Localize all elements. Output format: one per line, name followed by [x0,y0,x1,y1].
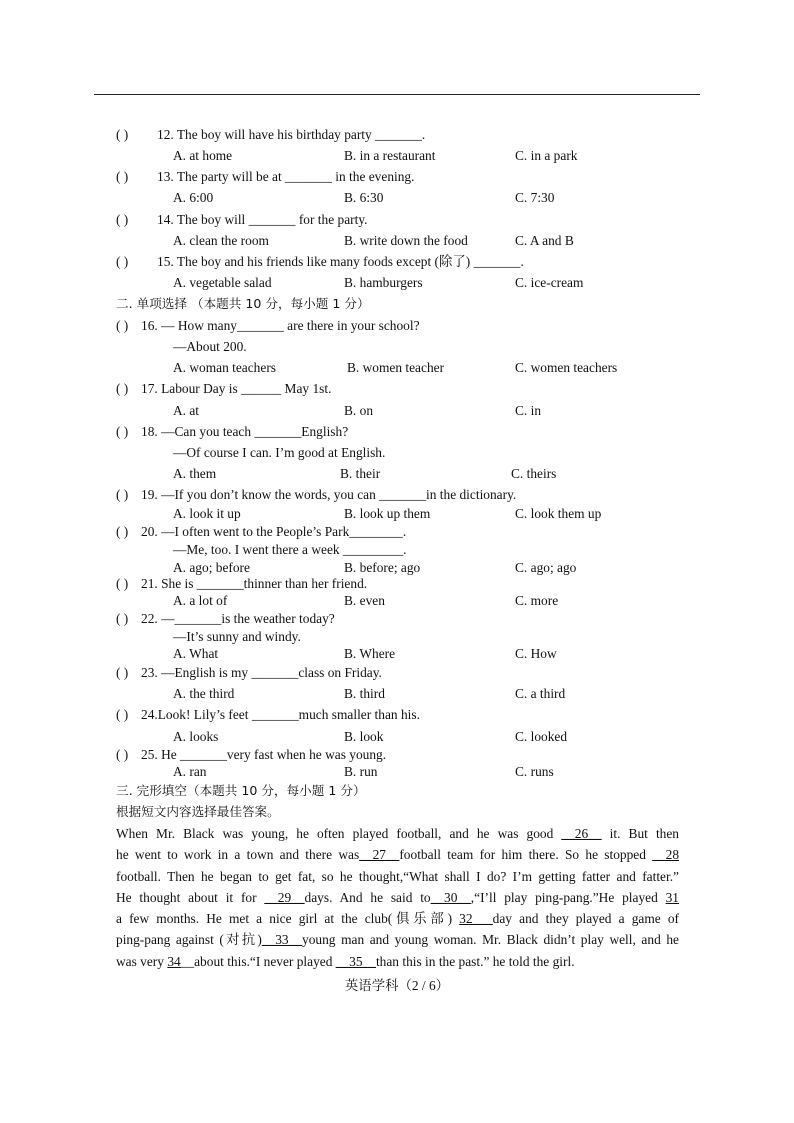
answer-option: B. run [344,764,378,779]
answer-option: C. looked [515,729,568,744]
answer-option: B. their [340,466,381,481]
answer-option: A. look it up [173,506,241,521]
answer-option: C. ice-cream [515,275,584,290]
answer-option: C. look them up [515,506,602,521]
dialogue-reply: —About 200. [173,339,247,354]
section-3-title: 三. 完形填空（本题共 10 分，每小题 1 分） [116,783,366,798]
answer-option: A. looks [173,729,219,744]
passage-text: days. And he said to [304,889,431,905]
passage-text: football. Then he began to get fat, so he thought,“What shall I do? I’m getting fatter and fatter.” [116,868,679,884]
answer-paren[interactable]: ( ) [116,665,129,680]
answer-option: C. women teachers [515,360,618,375]
passage-line [116,844,679,865]
passage-text: __about this.“I never played [180,953,336,969]
question-stem: 13. The party will be at _______ in the evening. [157,169,415,184]
passage-text: was very [116,953,168,969]
answer-option: B. look up them [344,506,431,521]
cloze-blank[interactable]: __27__ [359,847,400,863]
answer-paren[interactable]: ( ) [116,487,129,502]
section-3-instruction: 根据短文内容选择最佳答案。 [116,804,280,819]
header-rule [94,94,700,95]
dialogue-reply: —Me, too. I went there a week _________. [173,542,407,557]
answer-option: C. ago; ago [515,560,577,575]
cloze-passage [116,823,679,972]
answer-option: B. in a restaurant [344,148,436,163]
question-stem: 20. —I often went to the People’s Park________. [141,524,407,539]
answer-option: B. Where [344,646,396,661]
answer-option: A. ago; before [173,560,250,575]
cloze-blank[interactable]: 32___ [459,911,493,927]
answer-option: C. runs [515,764,554,779]
answer-option: C. a third [515,686,566,701]
answer-option: A. at [173,403,200,418]
cloze-blank[interactable]: __26__ [561,826,602,841]
dialogue-reply: —Of course I can. I’m good at English. [173,445,386,460]
passage-text: When Mr. Black was young, he often played football, and he was good [116,826,562,841]
section-2-title: 二. 单项选择 （本题共 10 分，每小题 1 分） [116,296,370,311]
question-stem: 23. —English is my _______class on Friday. [141,665,382,680]
question-stem: 12. The boy will have his birthday party _______. [157,127,426,142]
answer-option: C. in [515,403,542,418]
passage-text: ping-pang against (对抗) [116,932,262,948]
question-stem: 19. —If you don’t know the words, you can _______in the dictionary. [141,487,517,502]
passage-line [116,866,679,887]
question-stem: 15. The boy and his friends like many foods except (除了) _______. [157,254,524,269]
question-stem: 14. The boy will _______ for the party. [157,212,368,227]
answer-paren[interactable]: ( ) [116,127,129,142]
answer-paren[interactable]: ( ) [116,524,129,539]
answer-option: A. a lot of [173,593,228,608]
answer-option: B. on [344,403,374,418]
question-stem: 24.Look! Lily’s feet _______much smaller than his. [141,707,420,722]
answer-option: C. How [515,646,557,661]
answer-option: B. write down the food [344,233,468,248]
answer-option: B. even [344,593,385,608]
passage-line [116,823,679,844]
answer-option: B. third [344,686,385,701]
question-stem: 22. —_______is the weather today? [141,611,335,626]
passage-line [116,887,679,908]
question-stem: 25. He _______very fast when he was young. [141,747,387,762]
answer-paren[interactable]: ( ) [116,611,129,626]
answer-option: B. 6:30 [344,190,384,205]
answer-option: C. theirs [511,466,557,481]
cloze-blank[interactable]: 31 [665,889,679,905]
cloze-blank[interactable]: __29__ [264,889,305,905]
cloze-blank[interactable]: __35__ [335,953,376,969]
answer-option: B. hamburgers [344,275,423,290]
passage-text: a few months. He met a nice girl at the club(俱乐部) [116,911,460,927]
cloze-blank[interactable]: __30__ [430,889,471,905]
answer-option: A. What [173,646,219,661]
passage-text: day and they played a game of [492,911,679,927]
passage-text: it. But then [601,826,679,841]
question-stem: 16. — How many_______ are there in your school? [141,318,420,333]
answer-option: B. before; ago [344,560,421,575]
answer-option: A. them [173,466,217,481]
answer-option: C. in a park [515,148,578,163]
passage-line [116,929,679,950]
answer-option: C. more [515,593,559,608]
question-stem: 21. She is _______thinner than her friend. [141,576,368,591]
answer-paren[interactable]: ( ) [116,318,129,333]
passage-text: than this in the past.” he told the girl. [375,953,575,969]
answer-paren[interactable]: ( ) [116,424,129,439]
answer-option: A. at home [173,148,233,163]
answer-paren[interactable]: ( ) [116,707,129,722]
passage-line [116,908,679,929]
passage-text: He thought about it for [116,889,265,905]
answer-option: A. the third [173,686,235,701]
answer-paren[interactable]: ( ) [116,169,129,184]
question-stem: 17. Labour Day is ______ May 1st. [141,381,332,396]
passage-text: young man and young woman. Mr. Black didn’t play well, and he [302,932,679,948]
answer-option: A. clean the room [173,233,269,248]
answer-option: C. 7:30 [515,190,555,205]
question-stem: 18. —Can you teach _______English? [141,424,349,439]
page-footer: 英语学科（2 / 6） [344,978,450,993]
answer-option: B. women teacher [347,360,445,375]
cloze-blank[interactable]: __28 [652,847,680,863]
passage-text: he went to work in a town and there was [116,847,360,863]
passage-line [116,951,679,972]
answer-option: A. vegetable salad [173,275,272,290]
answer-paren[interactable]: ( ) [116,576,129,591]
answer-option: A. ran [173,764,207,779]
answer-option: C. A and B [515,233,574,248]
answer-option: A. 6:00 [173,190,214,205]
passage-text: ,“I’ll play ping-pang.”He played [470,889,666,905]
answer-paren[interactable]: ( ) [116,381,129,396]
cloze-blank[interactable]: __33__ [261,932,303,948]
dialogue-reply: —It’s sunny and windy. [173,629,301,644]
answer-paren[interactable]: ( ) [116,747,129,762]
answer-option: B. look [344,729,384,744]
answer-paren[interactable]: ( ) [116,254,129,269]
answer-paren[interactable]: ( ) [116,212,129,227]
answer-option: A. woman teachers [173,360,276,375]
passage-text: football team for him there. So he stopped [399,847,653,863]
cloze-blank[interactable]: 34 [167,953,181,969]
